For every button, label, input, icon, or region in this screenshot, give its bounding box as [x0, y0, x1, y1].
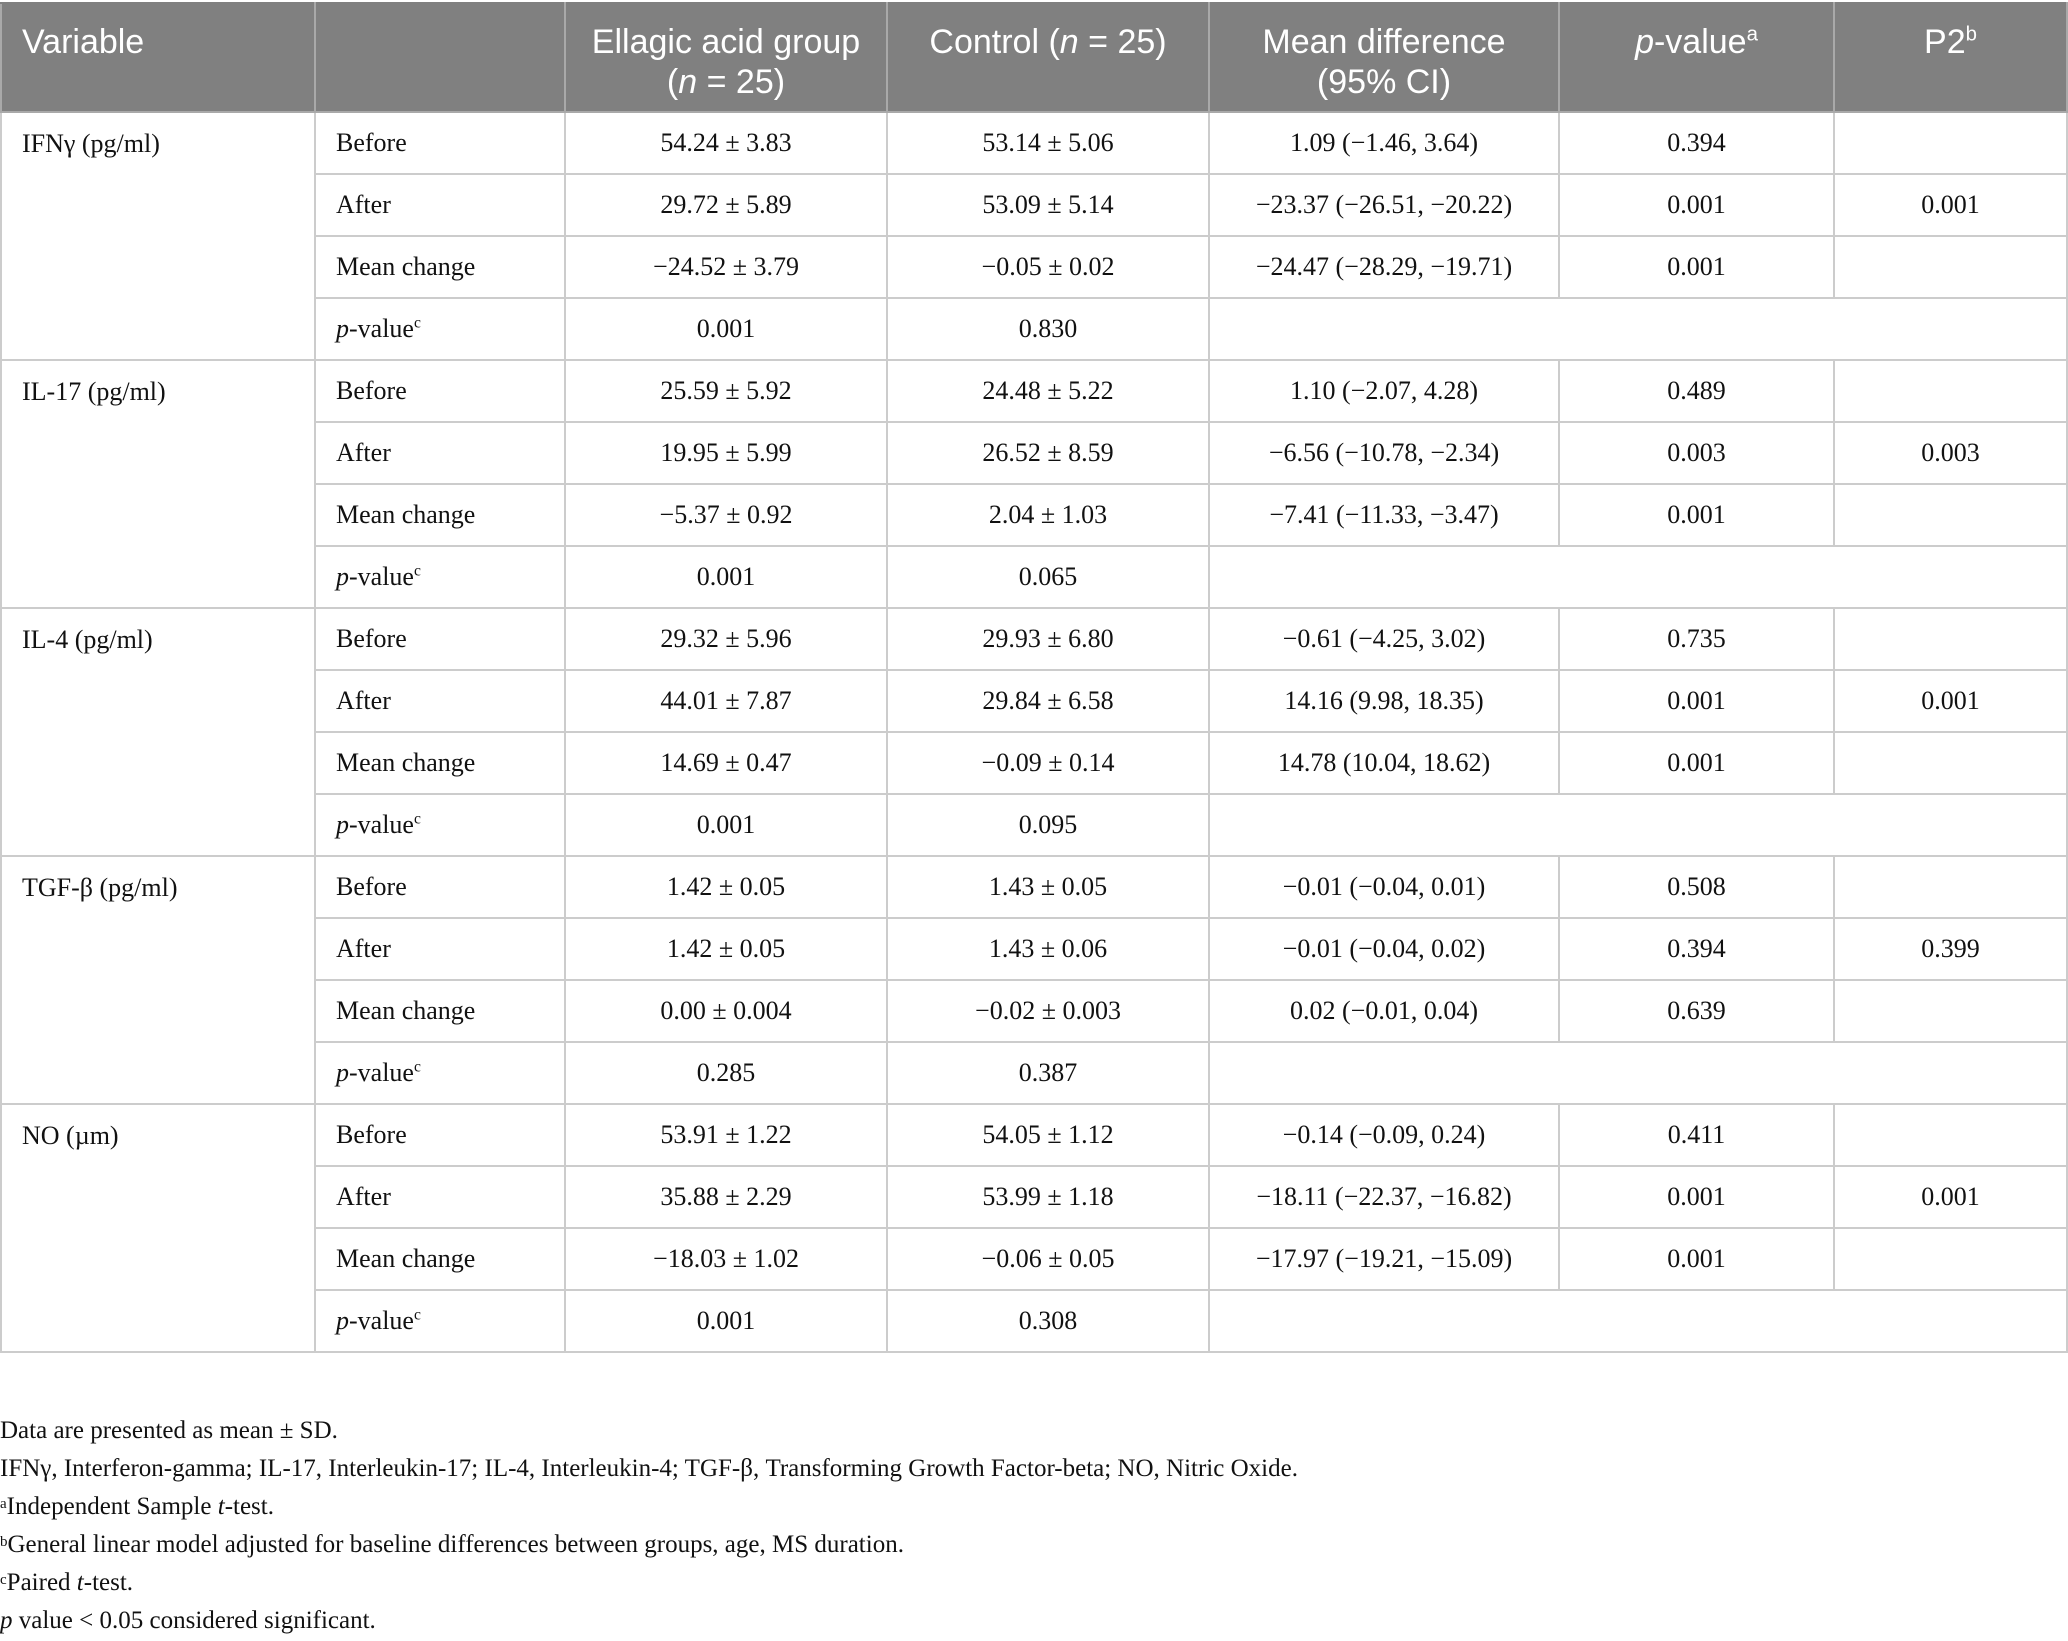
- header-p-value: p-value$^a$: [1559, 3, 1834, 112]
- empty-cell: [1209, 1042, 2067, 1104]
- header-row: [1, 3, 2067, 112]
- ellagic-value: 19.95 ± 5.99: [565, 422, 887, 484]
- variable-label: TGF-β (pg/ml): [1, 856, 315, 1104]
- table-row: [1, 856, 2067, 918]
- row-label: Mean change: [315, 732, 565, 794]
- row-label: Mean change: [315, 236, 565, 298]
- ellagic-value: 0.001: [565, 1290, 887, 1352]
- row-label: Mean change: [315, 484, 565, 546]
- mean-difference-value: −23.37 (−26.51, −20.22): [1209, 174, 1559, 236]
- control-value: 0.308: [887, 1290, 1209, 1352]
- header-ellagic: Ellagic acid group (n = 25): [565, 3, 887, 112]
- mean-difference-value: 0.02 (−0.01, 0.04): [1209, 980, 1559, 1042]
- empty-cell: [1209, 794, 2067, 856]
- p-value: 0.411: [1559, 1104, 1834, 1166]
- control-value: 29.93 ± 6.80: [887, 608, 1209, 670]
- p-value: 0.394: [1559, 918, 1834, 980]
- control-value: 29.84 ± 6.58: [887, 670, 1209, 732]
- p2-value: [1834, 980, 2067, 1042]
- control-value: 53.09 ± 5.14: [887, 174, 1209, 236]
- control-value: −0.09 ± 0.14: [887, 732, 1209, 794]
- control-value: 53.14 ± 5.06: [887, 112, 1209, 174]
- p-value: 0.489: [1559, 360, 1834, 422]
- header-variable: Variable: [1, 3, 315, 112]
- control-value: 54.05 ± 1.12: [887, 1104, 1209, 1166]
- row-label: Before: [315, 360, 565, 422]
- empty-cell: [1209, 298, 2067, 360]
- p-value: 0.508: [1559, 856, 1834, 918]
- p2-value: [1834, 484, 2067, 546]
- p-value: 0.001: [1559, 1228, 1834, 1290]
- ellagic-value: 0.285: [565, 1042, 887, 1104]
- ellagic-value: 25.59 ± 5.92: [565, 360, 887, 422]
- ellagic-value: 1.42 ± 0.05: [565, 918, 887, 980]
- p2-value: 0.399: [1834, 918, 2067, 980]
- row-label: After: [315, 174, 565, 236]
- ellagic-value: 0.001: [565, 546, 887, 608]
- header-p2: P2$^b$: [1834, 3, 2067, 112]
- mean-difference-value: 1.10 (−2.07, 4.28): [1209, 360, 1559, 422]
- p2-value: 0.003: [1834, 422, 2067, 484]
- p-value: 0.001: [1559, 236, 1834, 298]
- row-label: Before: [315, 112, 565, 174]
- table-footnotes: [0, 1412, 1298, 1640]
- mean-difference-value: −0.01 (−0.04, 0.02): [1209, 918, 1559, 980]
- ellagic-value: −24.52 ± 3.79: [565, 236, 887, 298]
- p-value: 0.735: [1559, 608, 1834, 670]
- row-label: Mean change: [315, 1228, 565, 1290]
- mean-difference-value: −0.01 (−0.04, 0.01): [1209, 856, 1559, 918]
- ellagic-value: −18.03 ± 1.02: [565, 1228, 887, 1290]
- table-body: [1, 112, 2067, 1352]
- row-label: After: [315, 918, 565, 980]
- control-value: 0.830: [887, 298, 1209, 360]
- mean-difference-value: −0.61 (−4.25, 3.02): [1209, 608, 1559, 670]
- row-label: p-value$^c$: [315, 546, 565, 608]
- p-value: 0.394: [1559, 112, 1834, 174]
- row-label: p-value$^c$: [315, 298, 565, 360]
- mean-difference-value: −18.11 (−22.37, −16.82): [1209, 1166, 1559, 1228]
- ellagic-value: 54.24 ± 3.83: [565, 112, 887, 174]
- ellagic-value: 29.32 ± 5.96: [565, 608, 887, 670]
- table-row: [1, 360, 2067, 422]
- ellagic-value: 0.001: [565, 298, 887, 360]
- p2-value: [1834, 1104, 2067, 1166]
- footnote-a: $^a$Independent Sample t-test.: [0, 1493, 274, 1520]
- row-label: p-value$^c$: [315, 1042, 565, 1104]
- p2-value: [1834, 856, 2067, 918]
- row-label: Before: [315, 856, 565, 918]
- header-control: Control (n = 25): [887, 3, 1209, 112]
- control-value: −0.02 ± 0.003: [887, 980, 1209, 1042]
- control-value: −0.05 ± 0.02: [887, 236, 1209, 298]
- ellagic-value: −5.37 ± 0.92: [565, 484, 887, 546]
- p2-value: 0.001: [1834, 670, 2067, 732]
- table-row: [1, 608, 2067, 670]
- ellagic-value: 44.01 ± 7.87: [565, 670, 887, 732]
- row-label: After: [315, 422, 565, 484]
- mean-difference-value: −24.47 (−28.29, −19.71): [1209, 236, 1559, 298]
- header-blank: [315, 3, 565, 112]
- row-label: Before: [315, 608, 565, 670]
- mean-difference-value: 1.09 (−1.46, 3.64): [1209, 112, 1559, 174]
- row-label: After: [315, 1166, 565, 1228]
- control-value: 1.43 ± 0.06: [887, 918, 1209, 980]
- results-table: [0, 2, 2068, 1353]
- footnote-significance: p value < 0.05 considered significant.: [0, 1607, 376, 1634]
- variable-label: IFNγ (pg/ml): [1, 112, 315, 360]
- control-value: −0.06 ± 0.05: [887, 1228, 1209, 1290]
- footnote-b: $^b$General linear model adjusted for baseline differences between groups, age, MS duration.: [0, 1531, 904, 1558]
- footnote-data: Data are presented as mean ± SD.: [0, 1417, 338, 1444]
- ellagic-value: 53.91 ± 1.22: [565, 1104, 887, 1166]
- ellagic-value: 1.42 ± 0.05: [565, 856, 887, 918]
- variable-label: NO (µm): [1, 1104, 315, 1352]
- control-value: 1.43 ± 0.05: [887, 856, 1209, 918]
- p-value: 0.001: [1559, 670, 1834, 732]
- empty-cell: [1209, 1290, 2067, 1352]
- ellagic-value: 0.00 ± 0.004: [565, 980, 887, 1042]
- mean-difference-value: −6.56 (−10.78, −2.34): [1209, 422, 1559, 484]
- variable-label: IL-17 (pg/ml): [1, 360, 315, 608]
- p2-value: [1834, 236, 2067, 298]
- p-value: 0.001: [1559, 174, 1834, 236]
- mean-difference-value: 14.16 (9.98, 18.35): [1209, 670, 1559, 732]
- row-label: Mean change: [315, 980, 565, 1042]
- row-label: p-value$^c$: [315, 1290, 565, 1352]
- p-value: 0.001: [1559, 484, 1834, 546]
- p2-value: 0.001: [1834, 1166, 2067, 1228]
- footnote-abbreviations: IFNγ, Interferon-gamma; IL-17, Interleukin-17; IL-4, Interleukin-4; TGF-β, Transforming Growth Factor-beta; NO, Nitric Oxide.: [0, 1455, 1298, 1482]
- p2-value: [1834, 360, 2067, 422]
- p-value: 0.001: [1559, 1166, 1834, 1228]
- table-row: [1, 1104, 2067, 1166]
- control-value: 53.99 ± 1.18: [887, 1166, 1209, 1228]
- variable-label: IL-4 (pg/ml): [1, 608, 315, 856]
- footnote-c: $^c$Paired t-test.: [0, 1569, 134, 1596]
- p-value: 0.003: [1559, 422, 1834, 484]
- row-label: p-value$^c$: [315, 794, 565, 856]
- p2-value: 0.001: [1834, 174, 2067, 236]
- p2-value: [1834, 732, 2067, 794]
- p2-value: [1834, 1228, 2067, 1290]
- control-value: 26.52 ± 8.59: [887, 422, 1209, 484]
- p2-value: [1834, 112, 2067, 174]
- control-value: 2.04 ± 1.03: [887, 484, 1209, 546]
- mean-difference-value: −7.41 (−11.33, −3.47): [1209, 484, 1559, 546]
- control-value: 24.48 ± 5.22: [887, 360, 1209, 422]
- row-label: After: [315, 670, 565, 732]
- control-value: 0.387: [887, 1042, 1209, 1104]
- mean-difference-value: 14.78 (10.04, 18.62): [1209, 732, 1559, 794]
- ellagic-value: 29.72 ± 5.89: [565, 174, 887, 236]
- p-value: 0.639: [1559, 980, 1834, 1042]
- control-value: 0.095: [887, 794, 1209, 856]
- p2-value: [1834, 608, 2067, 670]
- ellagic-value: 35.88 ± 2.29: [565, 1166, 887, 1228]
- empty-cell: [1209, 546, 2067, 608]
- header-mean-difference: Mean difference (95% CI): [1209, 3, 1559, 112]
- table-row: [1, 112, 2067, 174]
- mean-difference-value: −0.14 (−0.09, 0.24): [1209, 1104, 1559, 1166]
- control-value: 0.065: [887, 546, 1209, 608]
- row-label: Before: [315, 1104, 565, 1166]
- ellagic-value: 0.001: [565, 794, 887, 856]
- p-value: 0.001: [1559, 732, 1834, 794]
- mean-difference-value: −17.97 (−19.21, −15.09): [1209, 1228, 1559, 1290]
- ellagic-value: 14.69 ± 0.47: [565, 732, 887, 794]
